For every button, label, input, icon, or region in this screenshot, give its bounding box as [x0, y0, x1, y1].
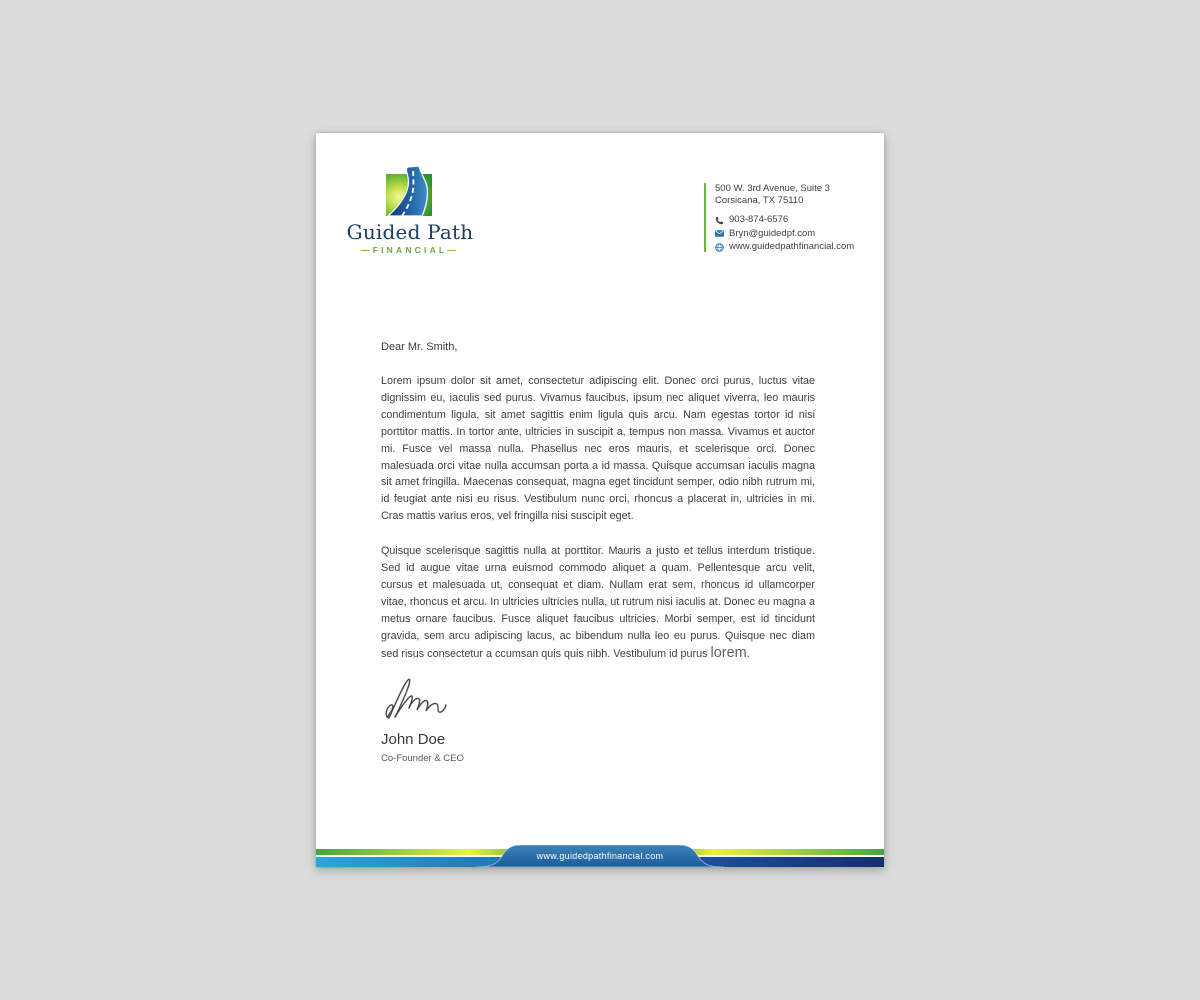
email-address: Bryn@guidedpf.com: [729, 227, 816, 239]
signature-block: [381, 671, 464, 764]
website-row: [715, 242, 864, 252]
address-line-1: 500 W. 3rd Avenue, Suite 3: [715, 183, 830, 194]
paragraph-2-period: .: [746, 647, 750, 660]
road-logo-icon: [385, 166, 433, 220]
address-line-2: Corsicana, TX 75110: [715, 195, 804, 206]
logo-company-name: Guided Path: [346, 220, 474, 244]
contact-block: [704, 183, 864, 252]
paragraph-1: Lorem ipsum dolor sit amet, consectetur adipiscing elit. Donec orci purus, luctus vitae dignissim eu, iaculis sed purus. Vivamus faucibus, ipsum nec aliquet viverra, leo mauris condimentum ligula, sit amet sagittis enim ligula quis arcu. Nam egestas tortor id nisi porttitor mattis. In tortor ante, ultricies in suscipit a, tempus non massa. Vivamus et auctor mi. Fusce vel massa nulla. Phasellus nec eros mauris, et scelerisque orci. Donec malesuada orci vitae nulla accumsan porta a id massa. Quisque accumsan iaculis magna sit amet fringilla. Maecenas consequat, magna eget tincidunt semper, odio nibh rutrum mi, id feugiat ante nisi eu risus. Vestibulum nunc orci, rhoncus a placerat in, ultricies in mi. Cras mattis varius eros, vel fringilla nisi suscipit eget.: [381, 375, 815, 523]
phone-row: [715, 215, 864, 225]
paragraph-2: [381, 543, 815, 662]
footer-website: www.guidedpathfinancial.com: [536, 851, 664, 861]
phone-icon: [715, 216, 724, 225]
phone-number: 903-874-6576: [729, 214, 789, 225]
signature-scribble: [381, 671, 453, 723]
globe-icon: [715, 243, 724, 252]
footer-ribbon: [316, 841, 884, 867]
website-url: www.guidedpathfinancial.com: [729, 241, 855, 252]
email-row: [715, 229, 864, 239]
letter-body: [381, 341, 815, 681]
logo: [329, 221, 491, 255]
letterhead-page: [316, 133, 884, 867]
lorem-highlight: lorem: [710, 644, 747, 661]
signer-name: John Doe: [381, 731, 446, 748]
logo-tagline: —FINANCIAL—: [361, 245, 459, 255]
email-icon: [715, 229, 724, 238]
address: [715, 183, 864, 207]
paragraph-2-text: Quisque scelerisque sagittis nulla at porttitor. Mauris a justo et tellus interdum tristique. Sed id augue vitae urna euismod commodo aliquet a quam. Pellentesque arcu velit, cursus et malesuada ut, consequat et diam. Nullam erat sem, rhoncus id ullamcorper vitae, rhoncus et arcu. In ultricies ultricies nulla, ut rutrum nisi iaculis at. Donec eu magna a metus ornare faucibus. Fusce aliquet faucibus ultricies. Morbi semper, est id tincidunt gravida, sem arcu adipiscing lacus, ac bibendum nulla leo eu purus. Quisque nec diam sed risus consectetur a ccumsan quis quis nibh. Vestibulum id purus: [381, 545, 815, 660]
signer-title: Co-Founder & CEO: [381, 753, 464, 764]
salutation: Dear Mr. Smith,: [381, 341, 458, 353]
